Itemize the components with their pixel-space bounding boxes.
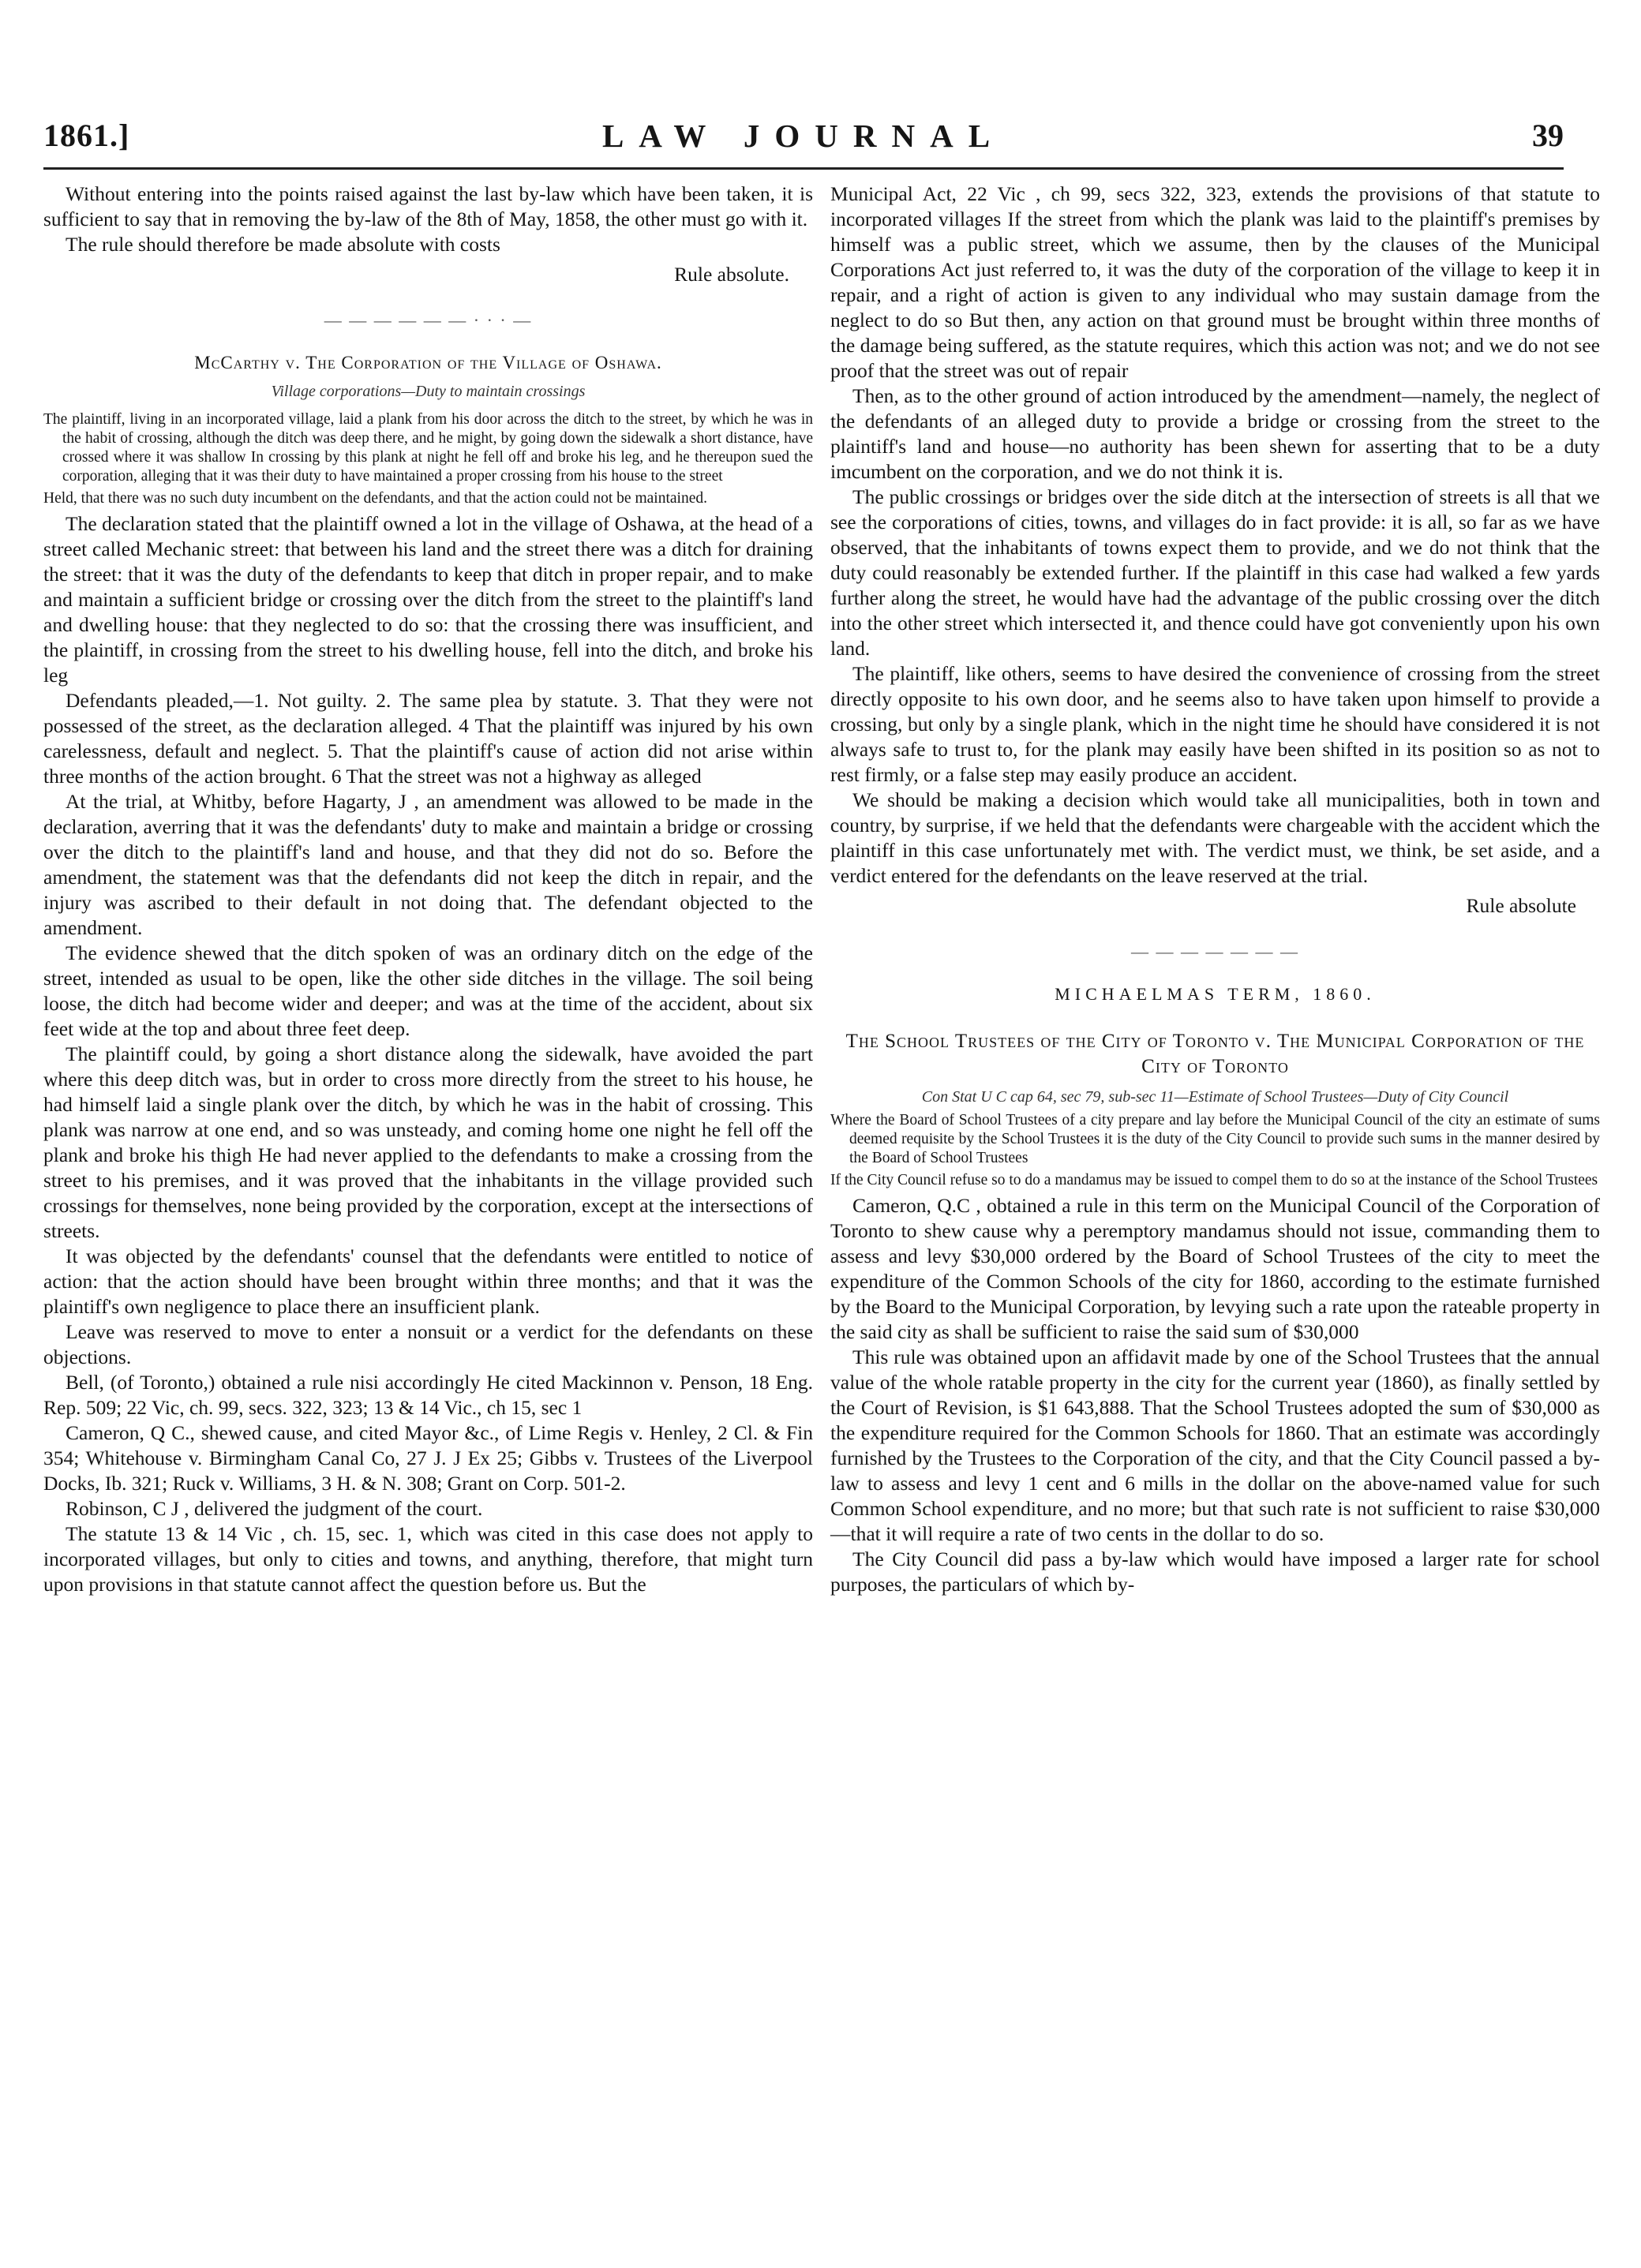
paragraph: At the trial, at Whitby, before Hagarty, J , an amendment was allowed to be made in the declaration, averring that it was the defendants' duty to make and maintain a bridge or crossing over the ditch to the plaintiff's land and house, and that they did not do so. Before the amendment, the statement was that the defendants did not keep the ditch in repair, and the injury was ascribed to their default in not doing that. The defendant objected to the amendment. [43, 790, 813, 939]
paragraph: Cameron, Q.C , obtained a rule in this term on the Municipal Council of the Corporation of Toronto to shew cause why a peremptory mandamus should not issue, commanding them to assess and levy $30,000 ordered by the Board of School Trustees of the city to meet the expenditure of the Common Schools of the city for 1860, according to the estimate furnished by the Board to the Municipal Corporation, by levying such a rate upon the rateable property in the said city as shall be sufficient to raise the said sum of $30,000 [830, 1194, 1600, 1343]
paragraph: The City Council did pass a by-law which would have imposed a larger rate for school purposes, the particulars of which by- [830, 1548, 1600, 1596]
rule-absolute: Rule absolute [1466, 894, 1576, 917]
paragraph: This rule was obtained upon an affidavit made by one of the School Trustees that the annual value of the whole ratable property in the city for the current year (1860), as finally settled by the Court of Revision, is $1 643,888. That the School Trustees adopted the sum of $30,000 as the expenditure required for the Common Schools for 1860. That an estimate was accordingly furnished by the Trustees to the Corporation of the city, and that the City Council passed a by-law to assess and levy 1 cent and 6 mills in the dollar on the above-named value for such Common School expenditure, and no more; but that such rate is not sufficient to raise $30,000—that it will require a rate of two cents in the dollar to do so. [830, 1345, 1600, 1545]
paragraph: Then, as to the other ground of action introduced by the amendment—namely, the neglect of the defendants of an alleged duty to provide a bridge or crossing from the street to the plaintiff's land and house—no authority has been shewn for asserting that to be a duty imcumbent on the corporation, and we do not think it is. [830, 384, 1600, 483]
case-title: The School Trustees of the City of Toronto v. The Municipal Corporation of the City of Toronto [845, 1031, 1585, 1077]
paragraph: We should be making a decision which would take all municipalities, both in town and country, by surprise, if we held that the defendants were chargeable with the accident which the plaintiff in this case unfortunately met with. The verdict must, we think, be set aside, and a verdict entered for the defendants on the leave reserved at the trial. [830, 788, 1600, 887]
case-subcaption: Village corporations—Duty to maintain crossings [271, 383, 586, 400]
paragraph: The statute 13 & 14 Vic , ch. 15, sec. 1, which was cited in this case does not apply to incorporated villages, but only to cities and towns, and anything, therefore, that might turn upon provisions in that statute cannot affect the question before us. But the [43, 1522, 813, 1596]
header-rule [43, 167, 1564, 170]
paragraph: The plaintiff could, by going a short distance along the sidewalk, have avoided the part where this deep ditch was, but in order to cross more directly from the street to his house, he had himself laid a single plank over the ditch, by which he was in the habit of crossing. This plank was narrow at one end, and so was unsteady, and coming home one night he fell off the plank and broke his thigh He had never applied to the defendants to make a crossing from the street to his premises, and it was proved that the inhabitants in the village provided such crossings for themselves, none being provided by the corporation, except at the intersections of streets. [43, 1042, 813, 1242]
section-separator: — — — — — — — [1131, 941, 1299, 961]
paragraph: The public crossings or bridges over the side ditch at the intersection of streets is all that we see the corporations of cities, towns, and villages do in fact provide: it is all, so far as we have observed, that the inhabitants of towns expect them to provide, and we do not think that the duty could reasonably be extended further. If the plaintiff in this case had walked a few yards further along the street, he would have had the advantage of the public crossing over the ditch into the other street which intersected it, and thence could have got conveniently upon his own land. [830, 485, 1600, 660]
paragraph: Cameron, Q C., shewed cause, and cited Mayor &c., of Lime Regis v. Henley, 2 Cl. & Fin 354; Whitehouse v. Birmingham Canal Co, 27 J. J Ex 25; Gibbs v. Trustees of the Liverpool Docks, Ib. 321; Ruck v. Williams, 3 H. & N. 308; Grant on Corp. 501-2. [43, 1421, 813, 1495]
right-column [830, 182, 1600, 1597]
paragraph: The rule should therefore be made absolute with costs [66, 233, 500, 256]
headnote: The plaintiff, living in an incorporated village, laid a plank from his door across the ditch to the street, by which he was in the habit of crossing, although the ditch was deep there, and he might, by going down the sidewalk a short distance, have crossed where it was shallow In crossing by this plank at night he fell off and broke his leg, and he thereupon sued the corporation, alleging that it was their duty to have maintained a proper crossing from his house to the street [43, 411, 813, 485]
paragraph: Leave was reserved to move to enter a nonsuit or a verdict for the defendants on these objections. [43, 1320, 813, 1368]
rule-absolute: Rule absolute. [674, 263, 789, 286]
paragraph: Robinson, C J , delivered the judgment of the court. [66, 1497, 483, 1520]
section-separator: — — — — — — · · · — [324, 310, 533, 330]
case-caption: McCarthy v. The Corporation of the Village of Oshawa. [194, 353, 662, 372]
paragraph: Without entering into the points raised against the last by-law which have been taken, it is sufficient to say that in removing the by-law of the 8th of May, 1858, the other must go with it. [43, 182, 813, 230]
page-number: 39 [1532, 118, 1564, 153]
headnote-held: Held, that there was no such duty incumbent on the defendants, and that the action could not be maintained. [43, 490, 707, 507]
paragraph: The plaintiff, like others, seems to have desired the convenience of crossing from the street directly opposite to his own door, and he seems also to have taken upon himself to provide a crossing, but only by a single plank, which in the night time he should have considered it is not always safe to trust to, for the plank may easily have been shifted in its position so as not to rest firmly, or a false step may easily produce an accident. [830, 662, 1600, 786]
page-header [43, 117, 1564, 164]
journal-title: LAW JOURNAL [601, 118, 1006, 154]
term-title: MICHAELMAS TERM, 1860. [1055, 984, 1376, 1004]
left-column [43, 182, 813, 1597]
paragraph: It was objected by the defendants' counsel that the defendants were entitled to notice of action: that the action should have been brought within three months; and that it was the plaintiff's own negligence to place there an insufficient plank. [43, 1244, 813, 1318]
paragraph: Bell, (of Toronto,) obtained a rule nisi accordingly He cited Mackinnon v. Penson, 18 Eng. Rep. 509; 22 Vic, ch. 99, secs. 322, 323; 13 & 14 Vic., ch 15, sec 1 [43, 1371, 813, 1419]
headnote: Where the Board of School Trustees of a city prepare and lay before the Municipal Council of the city an estimate of sums deemed requisite by the School Trustees it is the duty of the City Council to provide such sums in the manner desired by the Board of School Trustees [830, 1112, 1600, 1166]
statute-citation: Con Stat U C cap 64, sec 79, sub-sec 11—Estimate of School Trustees—Duty of City Council [921, 1088, 1509, 1106]
paragraph: Defendants pleaded,—1. Not guilty. 2. The same plea by statute. 3. That they were not possessed of the street, as the declaration alleged. 4 That the plaintiff was injured by his own carelessness, default and neglect. 5. That the plaintiff's cause of action did not arise within three months of the action brought. 6 That the street was not a highway as alleged [43, 689, 813, 788]
paragraph: The declaration stated that the plaintiff owned a lot in the village of Oshawa, at the head of a street called Mechanic street: that between his land and the street there was a ditch for draining the street: that it was the duty of the defendants to keep that ditch in proper repair, and to make and maintain a sufficient bridge or crossing over the ditch from the street to the plaintiff's land and dwelling house: that they neglected to do so: that the crossing there was insufficient, and the plaintiff, in crossing from the street to his dwelling house, fell into the ditch, and broke his leg [43, 512, 813, 687]
paragraph: Municipal Act, 22 Vic , ch 99, secs 322, 323, extends the provisions of that statute to incorporated villages If the street from which the plank was laid to the plaintiff's premises by himself was a public street, which we assume, then by the clauses of the Municipal Corporations Act just referred to, it was the duty of the corporation of the village to keep it in repair, and a right of action is given to any individual who may sustain damage from the neglect to do so But then, any action on that ground must be brought within three months of the damage being suffered, as the statute requires, which this action was not; and we do not see proof that the street was out of repair [830, 182, 1600, 382]
headnote: If the City Council refuse so to do a mandamus may be issued to compel them to do so at the instance of the School Trustees [830, 1172, 1598, 1188]
header-year: 1861.] [43, 118, 130, 153]
paragraph: The evidence shewed that the ditch spoken of was an ordinary ditch on the edge of the street, intended as usual to be open, like the other side ditches in the village. The soil being loose, the ditch had become wider and deeper; and was at the time of the accident, about six feet wide at the top and about three feet deep. [43, 941, 813, 1040]
